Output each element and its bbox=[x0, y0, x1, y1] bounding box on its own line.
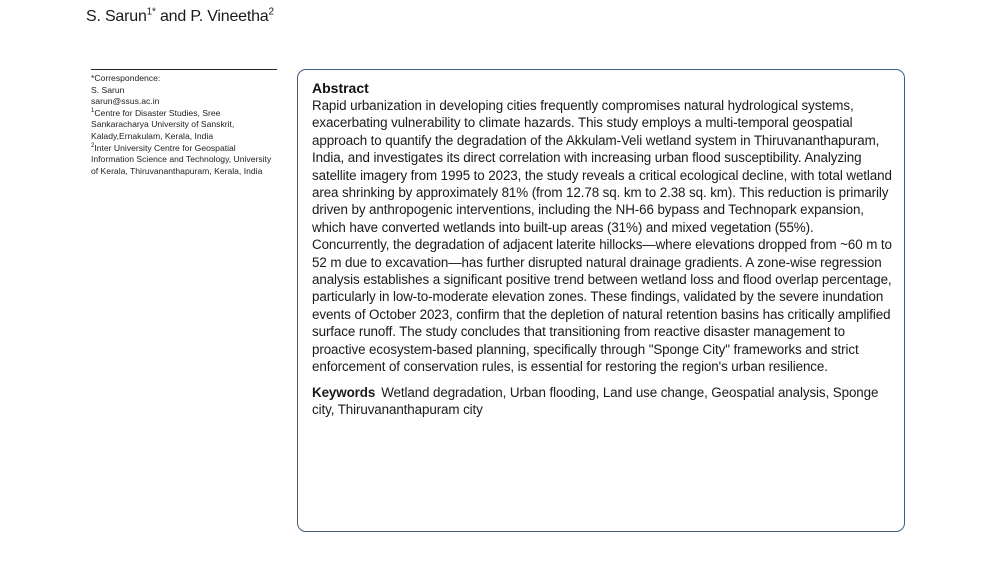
affiliation-text: Centre for Disaster Studies, Sree Sankaracharya University of Sanskrit, Kalady,Ernakulam, Kerala, India bbox=[91, 107, 235, 141]
author-separator: and bbox=[155, 8, 191, 25]
author-line bbox=[86, 8, 274, 26]
abstract-heading: Abstract bbox=[312, 80, 369, 96]
author-name: S. Sarun bbox=[86, 8, 147, 25]
correspondence-email[interactable]: sarun@ssus.ac.in bbox=[91, 96, 160, 107]
correspondence-name: S. Sarun bbox=[91, 84, 125, 95]
keywords-section bbox=[312, 384, 894, 419]
correspondence-block bbox=[91, 69, 277, 177]
keywords-list: Wetland degradation, Urban flooding, Land use change, Geospatial analysis, Sponge city, Thiruvananthapuram city bbox=[312, 384, 879, 417]
affiliation-number: 2 bbox=[91, 142, 95, 149]
author-affiliation-marker: 2 bbox=[268, 6, 274, 18]
abstract-body: Rapid urbanization in developing cities frequently compromises natural hydrological systems, exacerbating vulnerability to climate hazards. This study employs a multi-temporal geospatial approach to quantify the degradation of the Akkulam-Veli wetland system in Thiruvananthapuram, India, and investigates its direct correlation with increasing urban flood susceptibility. Analyzing satellite imagery from 1995 to 2023, the study reveals a critical ecological decline, with total wetland area shrinking by approximately 81% (from 12.78 sq. km to 2.38 sq. km). This reduction is primarily driven by anthropogenic interventions, including the NH-66 bypass and Technopark expansion, which have converted wetlands into built-up areas (31%) and mixed vegetation (55%). Concurrently, the degradation of adjacent laterite hillocks—where elevations dropped from ~60 m to 52 m due to excavation—has further disrupted natural drainage gradients. A zone-wise regression analysis establishes a significant positive trend between wetland loss and flood overlap percentage, particularly in low-to-moderate elevation zones. These findings, validated by the severe inundation events of October 2023, confirm that the depletion of natural retention basins has critically amplified surface runoff. The study concludes that transitioning from reactive disaster management to proactive ecosystem-based planning, specifically through "Sponge City" frameworks and strict enforcement of conservation rules, is essential for restoring the region's urban resilience. bbox=[312, 98, 892, 375]
keywords-label: Keywords bbox=[312, 384, 376, 400]
affiliation-text: Inter University Centre for Geospatial Information Science and Technology, University of Kerala, Thiruvananthapuram, Kerala, India bbox=[91, 142, 272, 176]
affiliation-1 bbox=[91, 108, 277, 143]
author-name: P. Vineetha bbox=[190, 8, 269, 25]
correspondence-label: *Correspondence: bbox=[91, 73, 161, 83]
author-affiliation-marker: 1* bbox=[146, 6, 156, 18]
affiliation-number: 1 bbox=[91, 107, 95, 114]
affiliation-2 bbox=[91, 143, 277, 178]
abstract-box bbox=[297, 69, 905, 532]
